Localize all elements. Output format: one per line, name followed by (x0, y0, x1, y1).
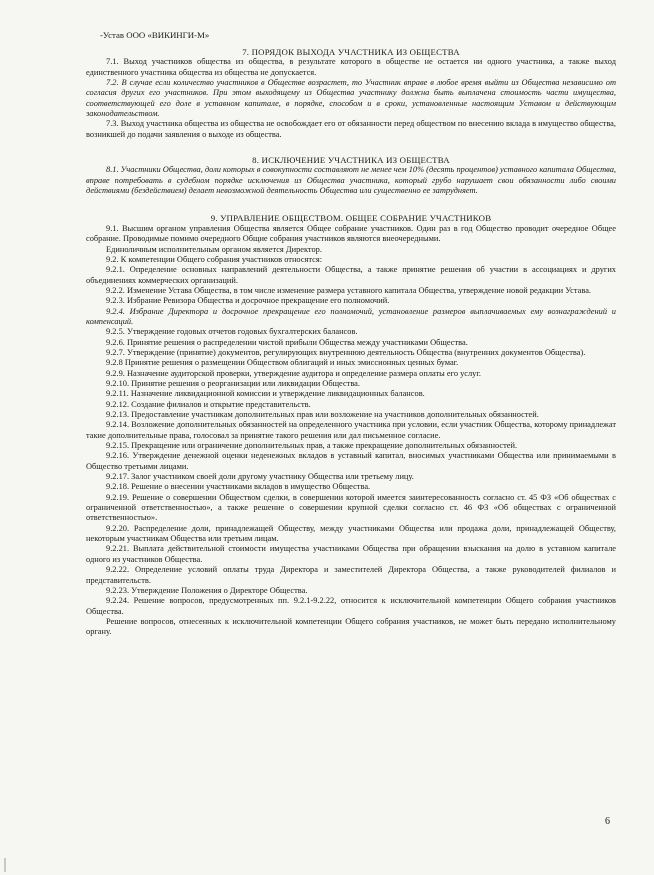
paragraph-9-2-21: 9.2.21. Выплата действительной стоимости имущества участниками Общества при обращении взыскания на долю в уставном капитале одного из участников Общества. (86, 544, 616, 564)
section-7-title: 7. ПОРЯДОК ВЫХОДА УЧАСТНИКА ИЗ ОБЩЕСТВА (242, 47, 460, 57)
paragraph-7-2: 7.2. В случае если количество участников в Обществе возрастет, то Участник вправе в любое время выйти из Общества независимо от согласия других его участников. При этом выходящему из Общества участнику должна быть выплачена стоимость части имущества, соответствующей его доле в уставном капитале, в порядке, способом и в сроки, установленные настоящим Уставом и действующим законодательством. (86, 78, 616, 119)
paragraph-9-2-15: 9.2.15. Прекращение или ограничение дополнительных прав, а также прекращение дополнительных обязанностей. (106, 441, 518, 451)
paragraph-9-2-8: 9.2.8 Принятие решения о размещении Обществом облигаций и иных эмиссионных ценных бумаг. (106, 358, 459, 368)
paragraph-9-2-2: 9.2.2. Изменение Устава Общества, в том числе изменение размера уставного капитала Общества, утверждение новой редакции Устава. (106, 285, 592, 295)
paragraph-9-2-22: 9.2.22. Определение условий оплаты труда Директора и заместителей Директора Общества, а также руководителей филиалов и представительств. (86, 565, 616, 585)
paragraph-9-2-20: 9.2.20. Распределение доли, принадлежащей Обществу, между участниками Общества или продажа доли, принадлежащей Обществу, некоторым участникам Общества или третьим лицам. (86, 523, 616, 544)
paragraph-exclusive-competence: Решение вопросов, отнесенных к исключительной компетенции Общего собрания участников, не может быть передано исполнительному органу. (86, 616, 616, 637)
paragraph-9-2-13: 9.2.13. Предоставление участникам дополнительных прав или возложение на участников дополнительных обязанностей. (106, 410, 539, 419)
paragraph-9-2-14: 9.2.14. Возложение дополнительных обязанностей на определенного участника при условии, если участник Общества, которому принадлежат такие дополнительные права, голосовал за принятие такого решения или дал письменное согласие. (86, 420, 616, 440)
paragraph-9-2-6: 9.2.6. Принятие решения о распределении чистой прибыли Общества между участниками Общества. (106, 337, 468, 347)
paragraph-9-2-23: 9.2.23. Утверждение Положения о Директоре Общества. (106, 585, 308, 595)
page-number: 6 (605, 816, 610, 827)
paragraph-9-2-18: 9.2.18. Решение о внесении участниками вкладов в имущество Общества. (106, 482, 371, 492)
paragraph-9-2-4: 9.2.4. Избрание Директора и досрочное прекращение его полномочий, установление размеров выплачиваемых ему вознаграждений и компенсаций. (86, 306, 616, 326)
paragraph-9-2-11: 9.2.11. Назначение ликвидационной комиссии и утверждение ликвидационных балансов. (106, 389, 425, 399)
paragraph-9-2-7: 9.2.7. Утверждение (принятие) документов, регулирующих внутреннюю деятельность Общества (внутренних документов Общества). (106, 347, 586, 357)
paragraph-executive: Единоличным исполнительным органом является Директор. (106, 244, 322, 254)
paragraph-7-1: 7.1. Выход участников общества из общества, в результате которого в обществе не остается ни одного участника, а также выход единственного участника общества из общества не допускается. (86, 57, 616, 77)
paragraph-8-1: 8.1. Участники Общества, доли которых в совокупности составляют не менее чем 10% (десять процентов) уставного капитала Общества, вправе потребовать в судебном порядке исключения из Общества участника, который грубо нарушает свои обязанности либо своими действиями (бездействием) делает невозможной деятельность Общества или существенно ее затрудняет. (86, 165, 617, 196)
paragraph-9-1: 9.1. Высшим органом управления Общества является Общее собрание участников. Один раз в год Общество проводит очередное Общее собрание. Проводимые помимо очередного Общие собрания участников являются внеочередными. (86, 223, 616, 244)
paragraph-9-2-3: 9.2.3. Избрание Ревизора Общества и досрочное прекращение его полномочий. (106, 296, 390, 306)
paragraph-9-2-16: 9.2.16. Утверждение денежной оценки неденежных вкладов в уставный капитал, вносимых участниками Общества или принимаемыми в Общество третьими лицами. (86, 451, 616, 471)
paragraph-7-3: 7.3. Выход участника общества из общества не освобождает его от обязанности перед обществом по внесению вклада в имущество общества, возникшей до подачи заявления о выходе из общества. (86, 119, 616, 139)
paragraph-9-2-17: 9.2.17. Залог участником своей доли другому участнику Общества или третьему лицу. (106, 472, 414, 482)
scan-edge-mark (4, 858, 6, 872)
section-9-title: 9. УПРАВЛЕНИЕ ОБЩЕСТВОМ. ОБЩЕЕ СОБРАНИЕ УЧАСТНИКОВ (210, 213, 492, 224)
paragraph-9-2-19: 9.2.19. Решение о совершении Обществом сделки, в совершении которой имеется заинтересованность согласно ст. 45 ФЗ «Об обществах с ограниченной ответственностью», а также решение о совершении крупной сделки согласно ст. 46 ФЗ «Об обществах с ограниченной ответственностью». (86, 492, 616, 523)
paragraph-9-2-5: 9.2.5. Утверждение годовых отчетов годовых бухгалтерских балансов. (106, 327, 358, 337)
paragraph-9-2-1: 9.2.1. Определение основных направлений деятельности Общества, а также принятие решения об участии в ассоциациях и других объединениях коммерческих организаций. (86, 265, 616, 285)
paragraph-9-2-9: 9.2.9. Назначение аудиторской проверки, утверждение аудитора и определение размера оплаты его услуг. (106, 368, 481, 378)
paragraph-9-2-10: 9.2.10. Принятие решения о реорганизации или ликвидации Общества. (106, 378, 360, 388)
charter-header: -Устав ООО «ВИКИНГИ-М» (100, 30, 210, 40)
paragraph-9-2: 9.2. К компетенции Общего собрания участников относятся: (106, 254, 323, 264)
paragraph-9-2-12: 9.2.12. Создание филиалов и открытие представительств. (106, 399, 311, 409)
paragraph-9-2-24: 9.2.24. Решение вопросов, предусмотренных пп. 9.2.1-9.2.22, относится к исключительной компетенции Общего собрания участников Общества. (86, 596, 616, 616)
section-8-title: 8. ИСКЛЮЧЕНИЕ УЧАСТНИКА ИЗ ОБЩЕСТВА (252, 155, 450, 166)
